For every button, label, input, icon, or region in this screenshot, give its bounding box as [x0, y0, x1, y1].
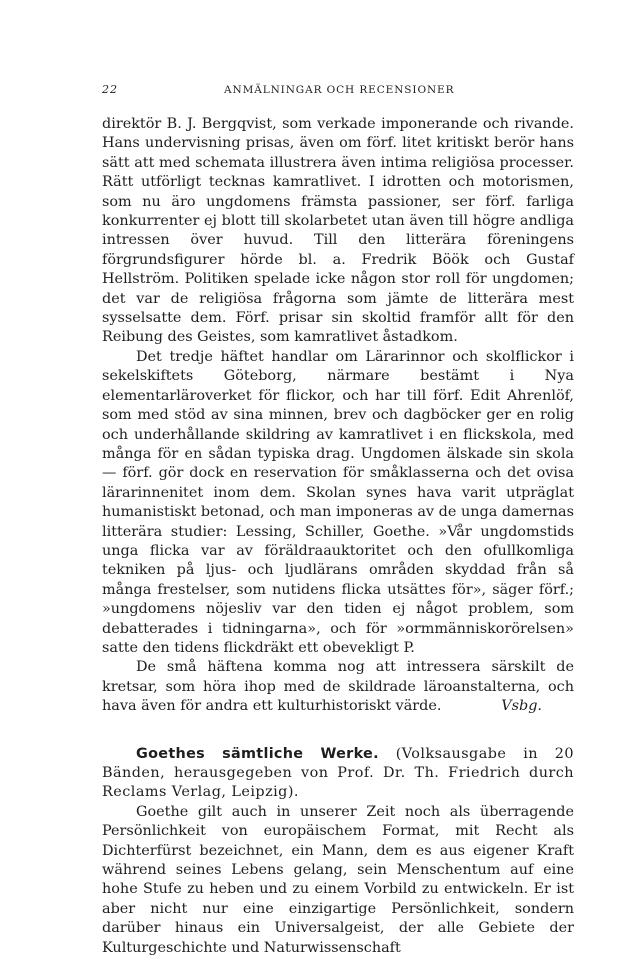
running-head — [102, 83, 574, 101]
review-body: Goethe gilt auch in unserer Zeit noch als überragende Persönlichkeit von europäischem Format, mit Recht als Dichterfürst bezeichnet, ein Mann, dem es aus eigener Kraft während seines Lebens gelang, sein Menschentum auf eine hohe Stufe zu heben und zu einem Vorbild zu entwickeln. Er ist aber nicht nur eine einzigartige Persönlichkeit, sondern darüber hinaus ein Universalgeist, der alle Gebiete der Kulturgeschichte und Naturwissenschaft — [102, 803, 574, 956]
book-page — [102, 83, 574, 958]
review-title: Goethes sämtliche Werke. — [136, 745, 379, 762]
paragraph-third-booklet: Det tredje häftet handlar om Lärarinnor och skolflickor i sekelskiftets Göteborg, närmare bestämt i Nya elementarläroverket för flickor, och har till förf. Edit Ahrenlöf, som med stöd av sina minnen, brev och dagböcker ger en rolig och underhållande skildring av kamratlivet i en flickskola, med många för en sådan typiska drag. Ungdomen älskade sin skola — förf. gör dock en reservation för småklasserna och det ovisa lärarinnenitet inom dem. Skolan synes hava varit utpräglat humanistiskt betonad, och man imponeras av de unga damernas litterära studier: Lessing, Schiller, Goethe. »Vår ungdomstids unga flicka var av föräldraauktoritet och den ofullkomliga tekniken på ljus- och ljudlärans områden skyddad från så många frestelser, som nutidens flicka utsättes för», säger förf.; »ungdomens nöjesliv var den tiden ej något problem, som debatterades i tidningarna», och för »ormmänniskorörelsen» satte den tidens flickdräkt ett obevekligt P. — [102, 348, 574, 656]
paragraph-closing — [102, 658, 574, 716]
paragraph-continued: direktör B. J. Bergqvist, som verkade imponerande och rivande. Hans undervisning prisas, även om förf. litet kritiskt berör hans sätt att med schemata illustrera även intima religiösa processer. Rätt utförligt tecknas kamratlivet. I idrotten och motorismen, som nu äro ungdomens främsta passioner, ser förf. farliga konkurrenter ej blott till skolarbetet utan även till högre andliga intressen över huvud. Till den litterära föreningens förgrundsfigurer hörde bl. a. Fredrik Böök och Gustaf Hellström. Politiken spelade icke någon stor roll för ungdomen; det var de religiösa frågorna som jämte de litterära mest sysselsatte dem. Förf. prisar sin skoltid framför allt för den Reibung des Geistes, som kamratlivet åstadkom. — [102, 116, 574, 346]
reviewer-signature: Vsbg. — [501, 698, 542, 715]
running-head-title: ANMÄLNINGAR OCH RECENSIONER — [224, 84, 455, 96]
page-number: 22 — [102, 83, 118, 96]
review-heading — [102, 745, 574, 803]
review-citation: (Volksausgabe in 20 Bänden, herausgegeben von Prof. Dr. Th. Friedrich durch Reclams Verlag, Leipzig). — [102, 745, 574, 801]
section-gap — [102, 717, 574, 745]
closing-text: De små häftena komma nog att intressera särskilt de kretsar, som höra ihop med de skildrade läroanstalterna, och hava även för andra ett kulturhistoriskt värde. — [102, 659, 574, 715]
